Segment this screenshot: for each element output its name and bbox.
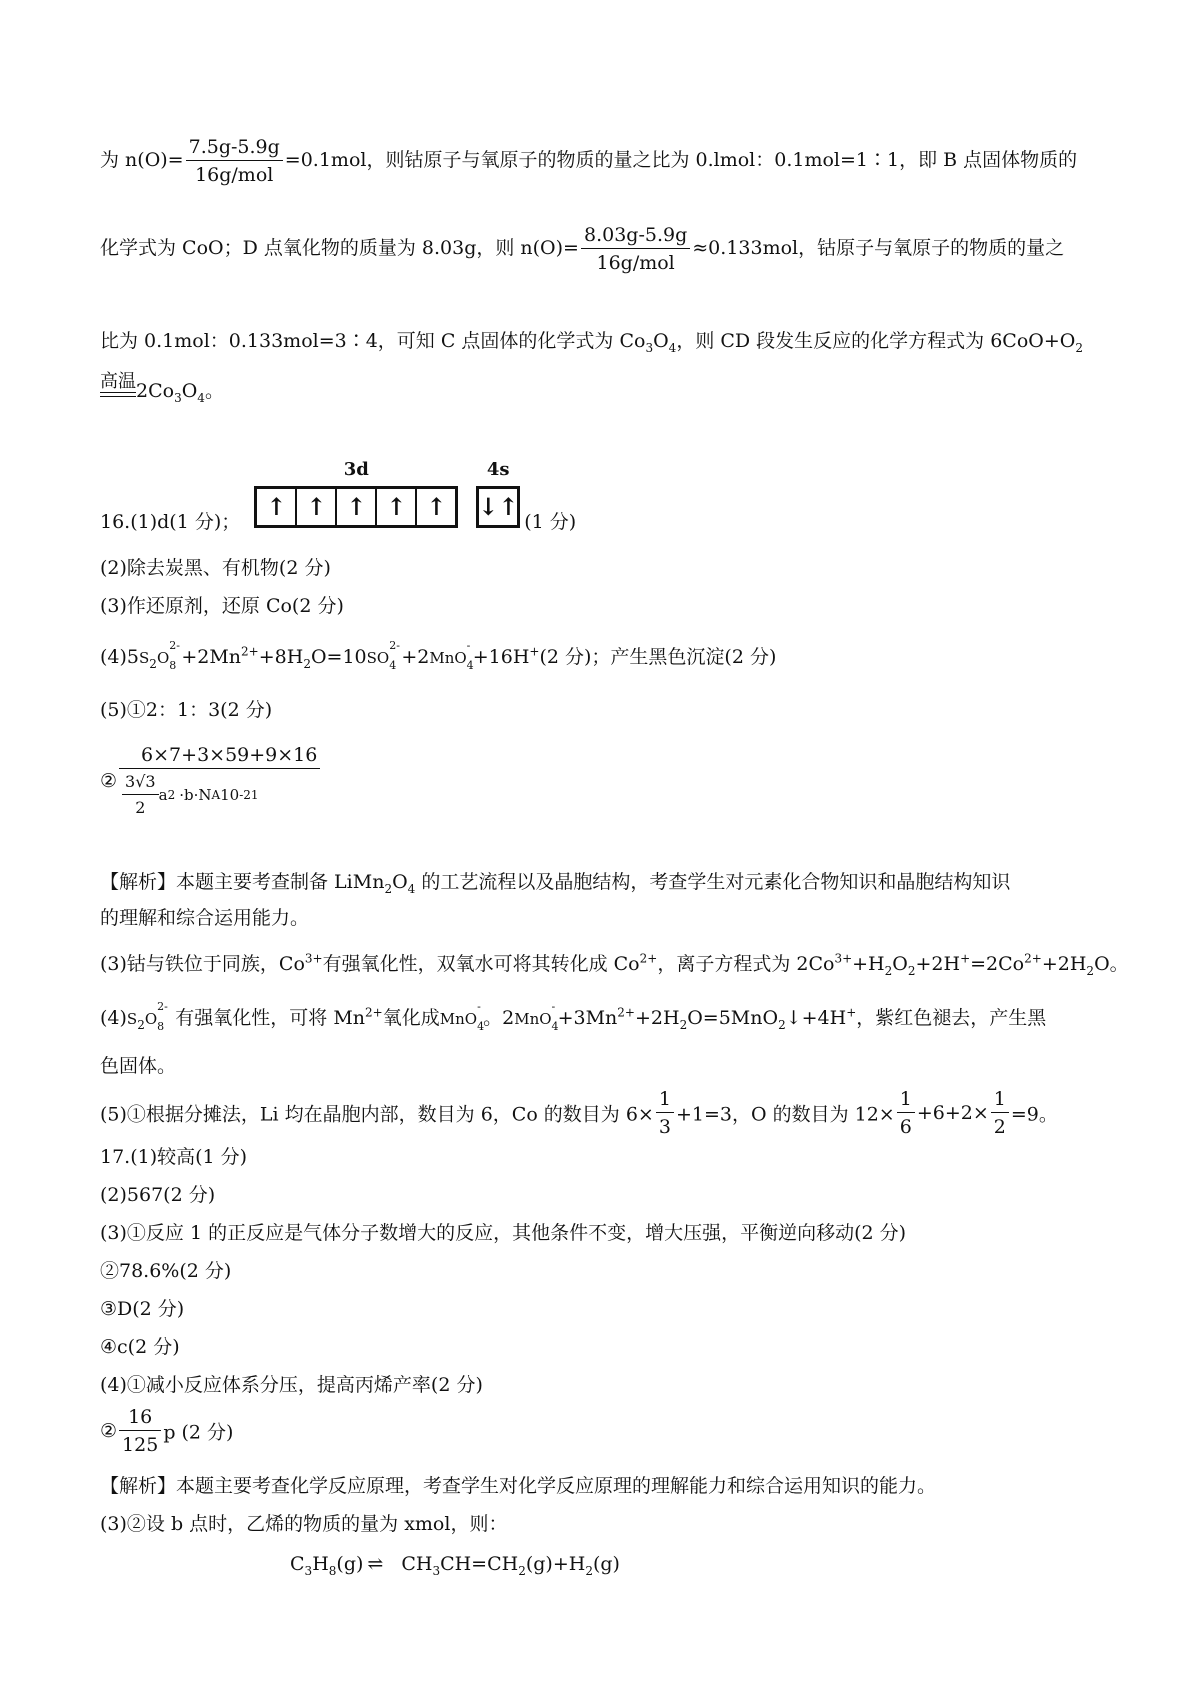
numerator: 3√3 [122,772,159,795]
text: O [144,1010,158,1028]
density-fraction [119,744,320,818]
numerator: 6×7+3×59+9×16 [119,744,320,769]
text: 化学式为 CoO；D 点氧化物的质量为 8.03g，则 n(O)= [100,237,579,259]
ion-mno4 [429,639,474,672]
q16-analysis-5: 色固体。 [100,1055,177,1077]
text: (3)钴与铁位于同族，Co [100,953,305,975]
charge: 2- [389,639,400,652]
text: O [392,871,408,893]
q17-analysis-1: 【解析】本题主要考查化学反应原理，考查学生对化学反应原理的理解能力和综合运用知识的能力。 [100,1475,937,1497]
text: MnO [429,649,467,667]
text: MnO [514,1010,552,1028]
subscript: 4 [668,340,677,355]
subscript: 2 [384,881,393,896]
numerator: 16 [119,1406,161,1431]
q16-line-4 [100,639,777,672]
text: 比为 0.1mol：0.133mol=3∶4，可知 C 点固体的化学式为 Co [100,330,646,352]
q16-line-2: (2)除去炭黑、有机物(2 分) [100,557,331,579]
denominator: 6 [899,1116,912,1138]
q17-line-5: ③D(2 分) [100,1298,185,1320]
superscript: 2+ [639,951,658,966]
denominator: 16g/mol [596,252,675,274]
superscript: + [960,951,971,966]
superscript: 2+ [365,1005,383,1020]
text: 【解析】本题主要考查制备 LiMn [100,871,385,893]
index: 8 [169,659,177,672]
ion-so4 [366,639,400,672]
para-b-point [100,136,1077,186]
q17-line-8 [100,1406,233,1456]
numerator: 1 [991,1088,1009,1113]
subscript: 2 [303,656,311,671]
subscript: 4 [407,881,416,896]
charge: - [551,1000,556,1013]
charge: 2- [169,639,180,652]
numerator: 1 [656,1088,674,1113]
text: O=5MnO [687,1007,779,1029]
text: +3Mn [557,1007,618,1029]
text: 。 [204,380,224,402]
text: O [892,953,908,975]
text: O [653,330,669,352]
subscript: 2 [1075,340,1083,355]
q16-line-5: (5)①2：1：3(2 分) [100,699,273,721]
text: +2H [635,1007,680,1029]
fraction [656,1088,674,1138]
numerator: 1 [897,1088,915,1113]
q16-line-3: (3)作还原剂，还原 Co(2 分) [100,595,344,617]
subscript: 8 [328,1563,337,1578]
q17-reaction-equation [290,1552,620,1576]
text: 。2 [483,1007,515,1029]
text: SO [366,649,390,667]
orbital-box: ↓↑ [478,492,519,521]
text: ，则 CD 段发生反应的化学方程式为 6CoO+O [676,330,1076,352]
text: ≈0.133mol，钴原子与氧原子的物质的量之 [692,237,1065,259]
denominator: $\frac{3√3}{2}$ a 2 ·b·N A 10 -21 [119,769,320,818]
circled-number: ② [100,1420,118,1442]
q17-line-1: 17.(1)较高(1 分) [100,1146,248,1168]
q16-analysis-6 [100,1088,1058,1138]
text: =9。 [1010,1103,1058,1126]
text: ·b·N [179,786,212,804]
text: CH [401,1553,433,1575]
answer-text: 16.(1)d(1 分)； [100,511,241,533]
superscript: 3+ [834,951,853,966]
q16-analysis-3 [100,952,1129,976]
orbital-box: ↑ [337,489,377,525]
ion-mno4 [439,1000,485,1033]
text: +8H [258,646,304,668]
ion-mno4 [514,1000,559,1033]
score-text: (1 分) [524,511,577,533]
charge: - [466,639,471,652]
q16-analysis-1 [100,870,1010,894]
denominator: 125 [122,1434,159,1456]
text: =2Co [970,953,1025,975]
text: 为 n(O)= [100,149,184,171]
subscript: 2 [137,1017,145,1032]
text: =0.1mol，则钴原子与氧原子的物质的量之比为 0.lmol：0.1mol=1∶1，即 B 点固体物质的 [284,149,1078,171]
subscript: 2 [1086,963,1095,978]
text: (5)①根据分摊法，Li 均在晶胞内部，数目为 6，Co 的数目为 6× [100,1103,654,1126]
denominator: 2 [993,1116,1006,1138]
text: a [158,786,168,804]
subscript: 2 [518,1563,526,1578]
orbital-3d [254,458,458,528]
charge: - [477,1000,481,1013]
text: 有强氧化性，可将 Mn [169,1007,366,1029]
text: CH=CH [440,1553,519,1575]
fraction [991,1088,1009,1138]
q17-line-6: ④c(2 分) [100,1336,180,1358]
index: 4 [466,659,474,672]
orbital-label-4s: 4s [486,459,510,480]
superscript: + [529,644,540,659]
text: O [156,649,170,667]
index: 8 [157,1020,165,1033]
text: MnO [439,1010,478,1028]
text: p (2 分) [163,1421,234,1444]
high-temp-equals-sign [100,372,136,403]
subscript: 2 [907,963,916,978]
text: +2H [1041,953,1087,975]
ion-o8 [144,1000,168,1033]
numerator: 7.5g-5.9g [186,136,283,161]
text: O。 [1094,953,1129,975]
orbital-4s [476,458,520,528]
orbital-box: ↑ [297,489,337,525]
subscript: 3 [432,1563,441,1578]
orbital-label-3d: 3d [343,459,369,480]
text: 2Co [136,380,175,402]
text: +H [852,953,885,975]
ion-o8 [156,639,180,672]
orbital-box: ↑ [257,489,297,525]
index: 4 [389,659,397,672]
equation-co3o4 [100,372,224,403]
q16-analysis-2: 的理解和综合运用能力。 [100,907,310,929]
text: (g)+H [525,1553,586,1575]
subscript: 4 [197,390,205,405]
orbital-box: ↑ [377,489,417,525]
index: 4 [477,1020,485,1033]
superscript: 3+ [304,951,323,966]
charge: 2- [157,1000,168,1013]
q17-line-7: (4)①减小反应体系分压，提高丙烯产率(2 分) [100,1374,483,1396]
text: S [126,1010,138,1028]
subscript: 2 [884,963,893,978]
text: (4)5 [100,646,140,668]
orbital-boxes-4s [476,486,520,528]
text: (g) [592,1553,620,1575]
text: ↓+4H [785,1007,847,1029]
superscript: 2+ [241,644,259,659]
text: H [312,1553,329,1575]
denominator: 16g/mol [195,164,274,186]
q17-analysis-2: (3)②设 b 点时，乙烯的物质的量为 xmol，则： [100,1513,508,1535]
text: 的工艺流程以及晶胞结构，考查学生对元素化合物知识和晶胞结构知识 [415,871,1011,893]
subscript: 3 [645,340,654,355]
orbital-boxes-3d [254,486,458,528]
text: O=10 [310,646,367,668]
q16-analysis-4 [100,1000,1047,1033]
text: S [139,649,150,667]
text: +2 [401,646,430,668]
text: 氧化成 [382,1007,440,1029]
text: ，离子方程式为 2Co [657,953,835,975]
subscript: 3 [174,390,182,405]
text: +1=3，O 的数目为 12× [675,1103,895,1126]
text: 10 [220,786,240,804]
fraction-n-o-d [581,224,690,274]
denominator: 2 [135,798,146,817]
fraction [897,1088,915,1138]
fraction-16-125 [119,1406,161,1456]
q17-line-3: (3)①反应 1 的正反应是气体分子数增大的反应，其他条件不变，增大压强，平衡逆向移动(2 分) [100,1222,907,1244]
superscript: + [846,1005,857,1020]
text: 有强氧化性，双氧水可将其转化成 Co [322,953,640,975]
q17-line-2: (2)567(2 分) [100,1184,216,1206]
text: (2 分)；产生黑色沉淀(2 分) [539,646,777,668]
fraction-n-o-b [186,136,283,186]
text: ，紫红色褪去，产生黑 [856,1007,1047,1029]
superscript: 2+ [1024,951,1042,966]
text: C [290,1553,305,1575]
text: +6+2× [916,1102,989,1124]
circled-number: ② [100,770,118,792]
text: +2Mn [181,646,242,668]
equilibrium-arrow: ⇌ [367,1553,384,1575]
text: (g) [336,1553,364,1575]
subscript: 3 [304,1563,313,1578]
q16-line-1 [100,458,577,533]
subscript: 2 [585,1563,593,1578]
subscript: 2 [149,656,157,671]
index: 4 [551,1020,559,1033]
q17-line-4: ②78.6%(2 分) [100,1260,232,1282]
denominator: 3 [658,1116,671,1138]
superscript: 2+ [617,1005,635,1020]
text: +16H [472,646,530,668]
numerator: 8.03g-5.9g [581,224,690,249]
double-bar [100,392,136,397]
orbital-box: ↑ [426,492,447,521]
text: (4) [100,1007,127,1029]
text: +2H [915,953,961,975]
para-c-point [100,329,1083,353]
q16-density-formula [100,744,322,818]
condition: 高温 [100,371,136,392]
subscript: 2 [679,1017,688,1032]
subscript: 2 [778,1017,786,1032]
para-d-point [100,224,1064,274]
text: O [181,380,198,402]
sqrt-fraction [122,772,159,818]
